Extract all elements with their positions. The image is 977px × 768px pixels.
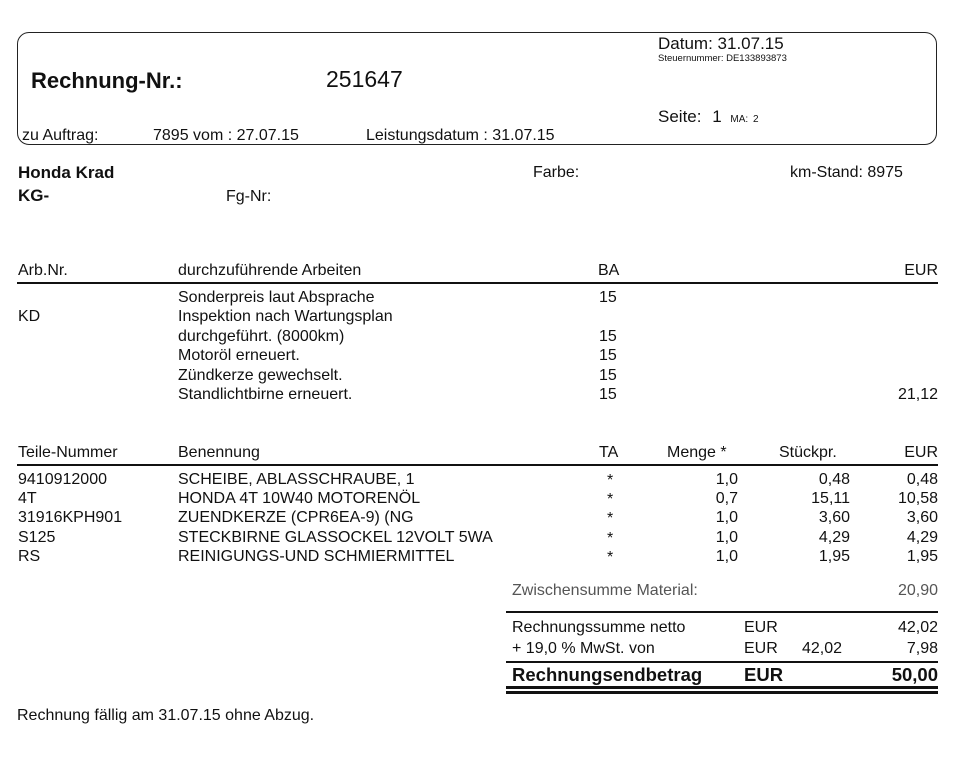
part-number: 4T [18,490,37,508]
grand-total-double-line-bottom [506,691,938,694]
page-value: 1 [712,107,722,126]
part-total: 4,29 [906,528,938,546]
service-date: Leistungsdatum : 31.07.15 [366,127,555,144]
part-unit-price: 0,48 [818,471,850,488]
parts-header-qty: Menge * [667,444,727,461]
labor-description: Standlichtbirne erneuert. [178,386,353,403]
invoice-number: 251647 [326,66,403,92]
parts-header-ta: TA [599,444,619,461]
grand-total-currency: EUR [744,664,784,685]
vat-value: 7,98 [906,640,938,657]
date-value: 31.07.15 [717,34,784,53]
color-label: Farbe: [533,164,580,181]
vat-base: 42,02 [802,640,843,657]
labor-ba: 15 [599,289,617,306]
vat-currency: EUR [744,640,778,657]
order-label: zu Auftrag: [22,127,99,144]
part-unit-price: 4,29 [818,528,850,546]
part-unit-price: 1,95 [818,547,850,565]
labor-header-eur: EUR [904,262,938,279]
labor-description: Zündkerze gewechselt. [178,366,343,384]
part-ta: * [607,510,614,528]
parts-header-divider [17,464,938,466]
vehicle-model: Honda Krad [18,163,115,182]
part-quantity: 1,0 [715,471,738,488]
part-total: 0,48 [906,471,938,488]
material-subtotal-value: 20,90 [897,582,938,599]
labor-description: Inspektion nach Wartungsplan [178,308,393,326]
labor-ba: 15 [599,327,617,345]
part-number: 9410912000 [18,471,107,488]
part-unit-price: 15,11 [811,490,850,508]
labor-ba: 15 [599,386,617,403]
part-number: S125 [18,528,56,546]
part-name: STECKBIRNE GLASSOCKEL 12VOLT 5WA [178,528,493,546]
part-quantity: 1,0 [715,509,738,527]
part-name: ZUENDKERZE (CPR6EA-9) (NG [178,509,414,527]
grand-total-label: Rechnungsendbetrag [512,664,703,685]
part-name: REINIGUNGS-UND SCHMIERMITTEL [178,547,455,565]
chassis-number-label: Fg-Nr: [226,188,272,205]
parts-header-part-no: Teile-Nummer [18,444,118,461]
labor-ba: 15 [599,347,617,365]
part-ta: * [607,529,614,547]
order-reference: 7895 vom : 27.07.15 [153,127,299,144]
labor-description: durchgeführt. (8000km) [178,327,345,345]
invoice-number-label: Rechnung-Nr.: [31,68,183,93]
date-label: Datum: [658,34,713,53]
page-info [658,107,759,127]
parts-header-name: Benennung [178,444,260,461]
payment-due-note: Rechnung fällig am 31.07.15 ohne Abzug. [17,707,315,724]
labor-header-arb-nr: Arb.Nr. [18,262,68,279]
grand-total-double-line-top [506,686,938,689]
part-ta: * [607,491,614,509]
labor-ba: 15 [599,366,617,384]
labor-arb-nr: KD [18,308,41,326]
ma-value: 2 [752,114,759,125]
ma-label: MA: [730,114,749,125]
net-total-label: Rechnungssumme netto [512,619,686,636]
part-ta: * [607,472,614,489]
labor-header-ba: BA [598,262,620,279]
grand-total-value: 50,00 [891,664,938,685]
part-name: HONDA 4T 10W40 MOTORENÖL [178,490,421,508]
parts-header-eur: EUR [904,444,938,461]
material-subtotal-label: Zwischensumme Material: [512,582,698,599]
part-quantity: 1,0 [715,547,738,565]
part-total: 1,95 [906,547,938,565]
labor-header-description: durchzuführende Arbeiten [178,262,362,279]
mileage: km-Stand: 8975 [790,164,903,181]
part-quantity: 1,0 [715,528,738,546]
totals-top-divider [506,611,938,613]
labor-header-divider [17,282,938,284]
vat-divider [506,661,938,663]
part-total: 10,58 [897,490,938,508]
part-ta: * [607,548,614,566]
part-number: RS [18,547,41,565]
tax-number: Steuernummer: DE133893873 [658,53,787,64]
part-total: 3,60 [906,509,938,527]
part-name: SCHEIBE, ABLASSCHRAUBE, 1 [178,471,415,488]
net-total-currency: EUR [744,619,778,636]
labor-description: Sonderpreis laut Absprache [178,289,375,306]
part-quantity: 0,7 [715,490,738,508]
invoice-date [658,34,784,54]
page-label: Seite: [658,107,702,126]
vat-label: + 19,0 % MwSt. von [512,640,655,657]
labor-eur: 21,12 [897,386,938,403]
labor-description: Motoröl erneuert. [178,347,300,365]
net-total-value: 42,02 [897,619,938,636]
part-unit-price: 3,60 [818,509,850,527]
parts-header-unit-price: Stückpr. [779,444,837,461]
license-plate: KG- [18,186,50,205]
part-number: 31916KPH901 [18,509,123,527]
